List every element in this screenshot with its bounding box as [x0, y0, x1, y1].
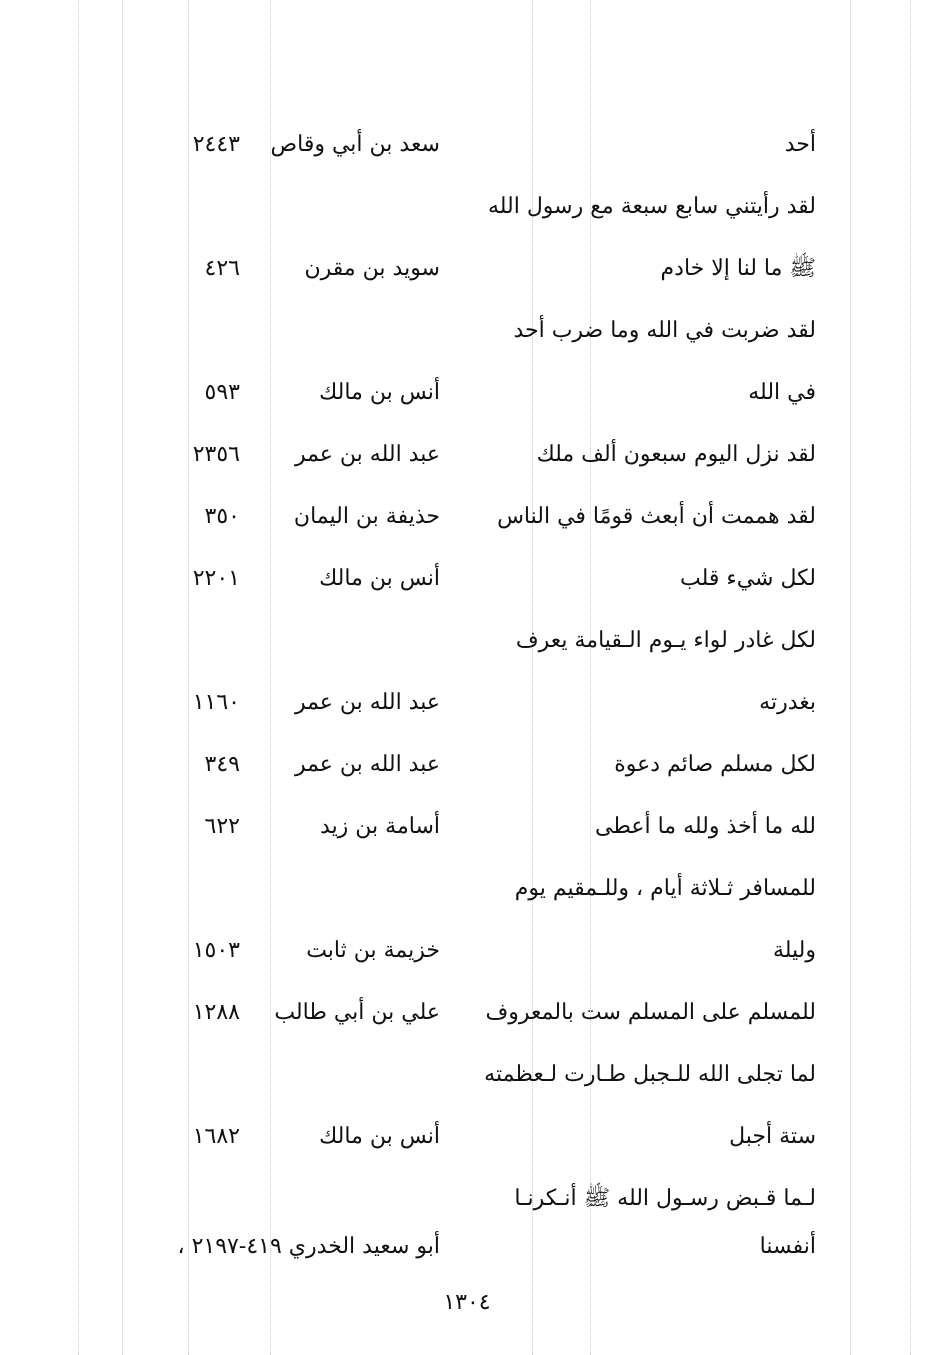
narrator-name — [240, 866, 440, 912]
narrator-name: عبد الله بن عمر — [294, 752, 440, 777]
hadith-text: في الله — [748, 380, 816, 405]
hadith-text: لـما قـبض رسـول الله ﷺ أنـكرنـا — [514, 1186, 816, 1211]
narrator-and-numbers: أبو سعيد الخدري ٤١٩-٢١٩٧ ، — [177, 1234, 440, 1259]
index-row — [0, 246, 934, 292]
hadith-text: للمسلم على المسلم ست بالمعروف — [485, 1000, 816, 1025]
narrator-name — [240, 184, 440, 230]
narrator-name — [240, 1176, 440, 1222]
narrator-name: سعد بن أبي وقاص — [270, 132, 440, 157]
index-row — [0, 494, 934, 540]
index-row — [0, 990, 934, 1036]
hadith-text: لقد نزل اليوم سبعون ألف ملك — [536, 442, 816, 467]
hadith-number: ٣٤٩ — [204, 752, 240, 777]
index-row — [0, 556, 934, 602]
hadith-number: ١٥٠٣ — [192, 938, 240, 963]
hadith-number: ١٦٨٢ — [192, 1124, 240, 1149]
hadith-number: ٦٢٢ — [204, 814, 240, 839]
hadith-number: ٢٤٤٣ — [192, 132, 240, 157]
hadith-number: ٥٩٣ — [204, 380, 240, 405]
index-row — [0, 308, 934, 354]
hadith-number: ٢٣٥٦ — [192, 442, 240, 467]
index-row — [0, 184, 934, 230]
hadith-number — [150, 866, 240, 912]
narrator-name — [240, 308, 440, 354]
index-row-last — [0, 1224, 934, 1270]
hadith-text: أنفسنا — [759, 1234, 816, 1259]
page-number: ١٣٠٤ — [443, 1290, 491, 1315]
hadith-text: لما تجلى الله للـجبل طـارت لـعظمته — [484, 1062, 816, 1087]
hadith-text: لقد رأيتني سابع سبعة مع رسول الله — [487, 194, 816, 219]
hadith-text: بغدرته — [759, 690, 816, 715]
index-row — [0, 680, 934, 726]
index-row — [0, 1176, 934, 1222]
hadith-text: وليلة — [772, 938, 816, 963]
hadith-number: ٢٢٠١ — [192, 566, 240, 591]
narrator-name: سويد بن مقرن — [304, 256, 440, 281]
index-row — [0, 432, 934, 478]
hadith-number — [150, 308, 240, 354]
index-row — [0, 1114, 934, 1160]
narrator-name: أنس بن مالك — [319, 1124, 440, 1149]
narrator-name: أنس بن مالك — [319, 380, 440, 405]
hadith-text: للمسافر ثـلاثة أيام ، وللـمقيم يوم — [514, 876, 816, 901]
hadith-text: لقد هممت أن أبعث قومًا في الناس — [497, 504, 816, 529]
hadith-number: ١١٦٠ — [192, 690, 240, 715]
index-row — [0, 866, 934, 912]
index-row — [0, 742, 934, 788]
narrator-name: أسامة بن زيد — [320, 814, 440, 839]
hadith-number — [150, 1176, 240, 1222]
hadith-text: لله ما أخذ ولله ما أعطى — [594, 814, 816, 839]
hadith-text: ﷺ ما لنا إلا خادم — [660, 256, 816, 281]
narrator-name — [240, 618, 440, 664]
hadith-number: ٤٢٦ — [204, 256, 240, 281]
index-row — [0, 804, 934, 850]
narrator-name: عبد الله بن عمر — [294, 442, 440, 467]
hadith-number: ١٢٨٨ — [192, 1000, 240, 1025]
narrator-name: حذيفة بن اليمان — [293, 504, 440, 529]
index-row — [0, 928, 934, 974]
hadith-number: ٣٥٠ — [204, 504, 240, 529]
hadith-number — [150, 1052, 240, 1098]
hadith-number — [150, 184, 240, 230]
hadith-text: لكل شيء قلب — [679, 566, 816, 591]
index-row — [0, 122, 934, 168]
hadith-text: لكل غادر لواء يـوم الـقيامة يعرف — [515, 628, 816, 653]
hadith-number — [150, 618, 240, 664]
narrator-name: خزيمة بن ثابت — [306, 938, 440, 963]
index-row — [0, 370, 934, 416]
narrator-name: عبد الله بن عمر — [294, 690, 440, 715]
index-row — [0, 618, 934, 664]
index-row — [0, 1052, 934, 1098]
narrator-name: أنس بن مالك — [319, 566, 440, 591]
hadith-text: لكل مسلم صائم دعوة — [614, 752, 816, 777]
narrator-name: علي بن أبي طالب — [274, 1000, 440, 1025]
narrator-name — [240, 1052, 440, 1098]
hadith-text: ستة أجبل — [729, 1124, 816, 1149]
hadith-text: أحد — [784, 132, 816, 157]
hadith-text: لقد ضربت في الله وما ضرب أحد — [513, 318, 816, 343]
